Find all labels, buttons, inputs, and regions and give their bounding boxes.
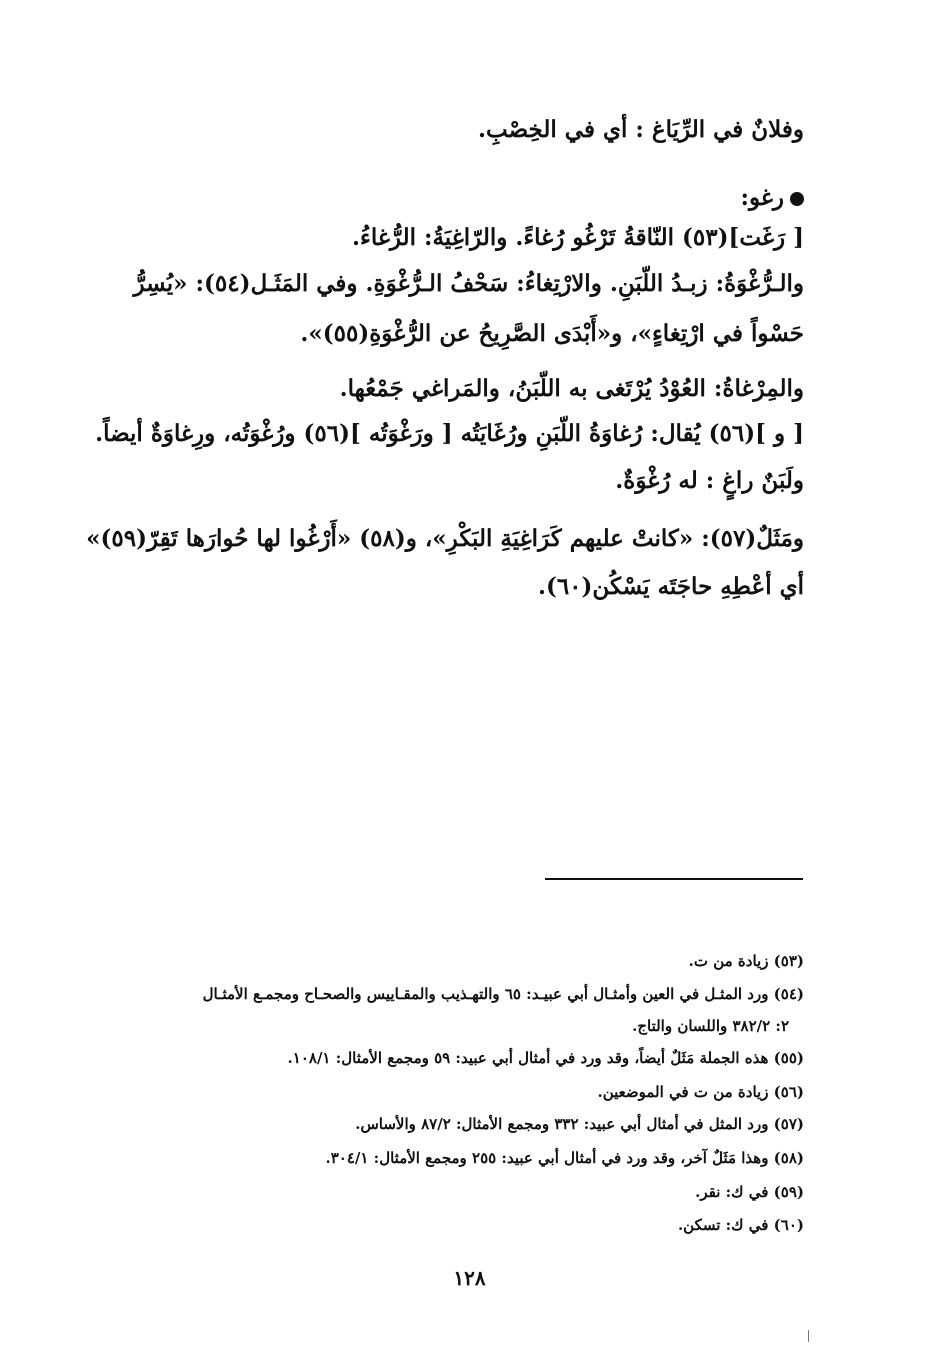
line-raghwa-1: والـرُّغْوَةُ: زبـدُ اللّبَنِ. والارْتِغاءُ: سَحْفُ الـرُّغْوَةِ. وفي المَثَـل(٥٤): «يُسِرُّ — [133, 270, 804, 297]
page-number: ١٢٨ — [453, 1266, 486, 1290]
line-mathal-2: أي أعْطِهِ حاجَتَه يَسْكُن(٦٠). — [537, 573, 804, 600]
line-raghat: [ رَغَت](٥٣) النّاقةُ تَرْغُو رُغاءً. والرّاغِيَةُ: الرُّغاءُ. — [352, 224, 804, 251]
footnote-53: (٥٣) زيادة من ت. — [688, 952, 804, 970]
line-raghwa-2: حَسْواً في ارْتِغاءٍ»، و«أَبْدَى الصَّرِيحُ عن الرُّغْوَةِ(٥٥)». — [300, 320, 804, 347]
footnote-59: (٥٩) في ك: نقر. — [695, 1183, 804, 1201]
footnote-54: (٥٤) ورد المثـل في العين وأمثـال أبي عبيـد: ٦٥ والتهـذيب والمقـاييس والصحـاح ومجمـع الأمثـال — [202, 985, 804, 1003]
footnote-54-continuation: ٢: ٣٨٢/٢ واللسان والتاج. — [632, 1017, 789, 1035]
line-mirgha: والمِرْغاةُ: العُوْدُ يُرْتَغى به اللّبَنُ، والمَراغي جَمْعُها. — [339, 375, 804, 402]
footnote-57: (٥٧) ورد المثل في أمثال أبي عبيد: ٣٣٢ ومجمع الأمثال: ٨٧/٢ والأساس. — [355, 1115, 804, 1133]
line-mathal-1: ومَثَلٌ(٥٧): «كانتْ عليهم كَرَاغِيَةِ البَكْرِ»، و(٥٨) «أَرْغُوا لها حُوارَها تَقِرّ(٥٩)» — [86, 525, 804, 552]
footnote-separator — [545, 878, 803, 880]
entry-heading: رغو: — [740, 184, 784, 211]
footnote-58: (٥٨) وهذا مَثَلٌ آخر، وقد ورد في أمثال أبي عبيد: ٢٥٥ ومجمع الأمثال: ٣٠٤/١. — [325, 1149, 804, 1167]
footnote-56: (٥٦) زيادة من ت في الموضعين. — [597, 1083, 804, 1101]
footnote-55: (٥٥) هذه الجملة مَثَلٌ أيضاً، وقد ورد في أمثال أبي عبيد: ٥٩ ومجمع الأمثال: ١٠٨/١. — [287, 1049, 804, 1067]
footnote-60: (٦٠) في ك: تسكن. — [677, 1216, 804, 1234]
bullet-icon — [790, 192, 804, 206]
scan-margin-mark — [808, 1330, 809, 1342]
line-yuqal: [ و ](٥٦) يُقال: رُغاوَةُ اللّبَنِ ورُغَايَتُه [ ورَغْوَتُه ](٥٦) ورُغْوَتُه، ورِغاوَةٌ أيضاً. — [95, 420, 804, 447]
line-laban: ولَبَنٌ راغٍ : له رُغْوَةٌ. — [615, 467, 804, 494]
line-riyagh: وفلانٌ في الرِّيَاغ : أي في الخِصْبِ. — [478, 116, 804, 143]
entry-heading-line — [84, 184, 804, 213]
